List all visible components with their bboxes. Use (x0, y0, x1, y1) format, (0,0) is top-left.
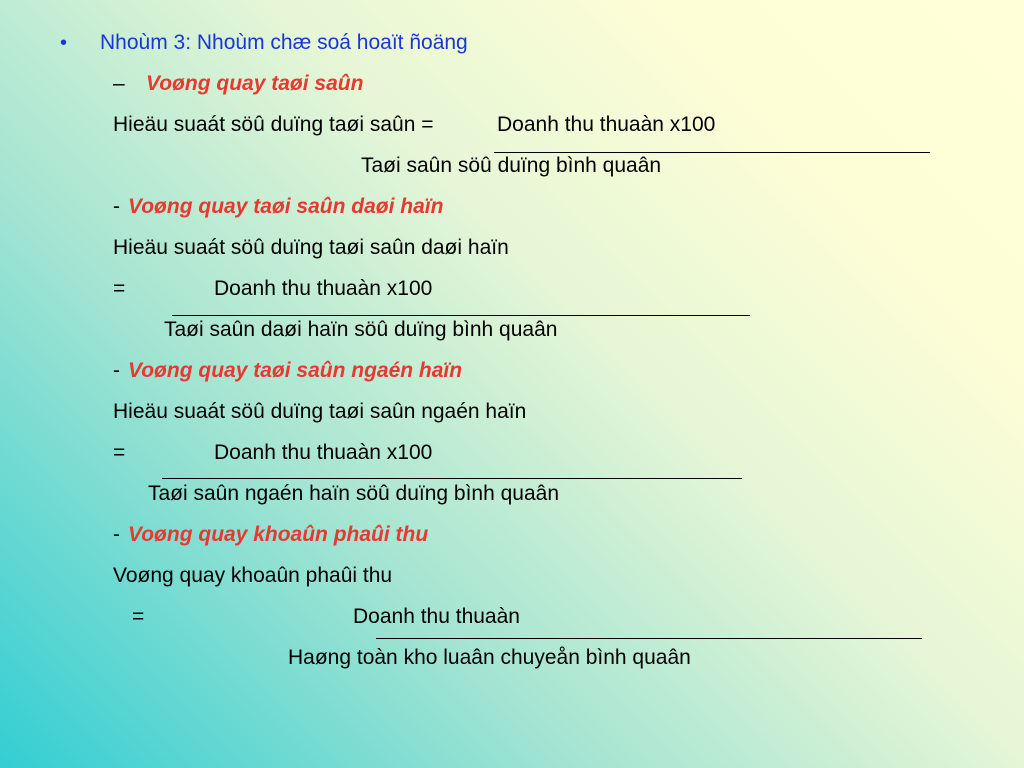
section1-heading: Voøng quay taøi saûn (146, 72, 364, 95)
section3-equals: = (113, 441, 126, 464)
section2-equals: = (113, 277, 126, 300)
section3-numerator: Doanh thu thuaàn x100 (214, 441, 433, 464)
section2-denominator: Taøi saûn daøi haïn söû duïng bình quaân (164, 318, 558, 341)
section1-dash: – (113, 72, 125, 95)
section2-numerator: Doanh thu thuaàn x100 (214, 277, 433, 300)
title-bullet: • (60, 32, 68, 54)
section1-formula-label: Hieäu suaát söû duïng taøi saûn = (113, 113, 434, 136)
section1-numerator: Doanh thu thuaàn x100 (497, 113, 716, 136)
section1-denominator: Taøi saûn söû duïng bình quaân (361, 154, 662, 177)
section2-formula-label: Hieäu suaát söû duïng taøi saûn daøi haïn (113, 236, 509, 259)
section3-dash: - (113, 359, 120, 382)
section4-denominator: Haøng toàn kho luaân chuyeån bình quaân (288, 646, 691, 669)
section4-numerator: Doanh thu thuaàn (353, 605, 520, 628)
section4-equals: = (132, 605, 145, 628)
section3-formula-label: Hieäu suaát söû duïng taøi saûn ngaén haïn (113, 400, 527, 423)
section4-formula-label: Voøng quay khoaûn phaûi thu (113, 564, 393, 587)
section2-heading: Voøng quay taøi saûn daøi haïn (128, 195, 444, 218)
slide-title: Nhoùm 3: Nhoùm chæ soá hoaït ñoäng (100, 31, 468, 54)
section3-denominator: Taøi saûn ngaén haïn söû duïng bình quaân (148, 482, 559, 505)
section4-heading: Voøng quay khoaûn phaûi thu (128, 523, 429, 546)
section2-fraction-bar (172, 315, 750, 316)
section4-dash: - (113, 523, 120, 546)
section3-fraction-bar (162, 478, 742, 479)
section2-dash: - (113, 195, 120, 218)
section3-heading: Voøng quay taøi saûn ngaén haïn (128, 359, 463, 382)
section4-fraction-bar (376, 638, 922, 639)
